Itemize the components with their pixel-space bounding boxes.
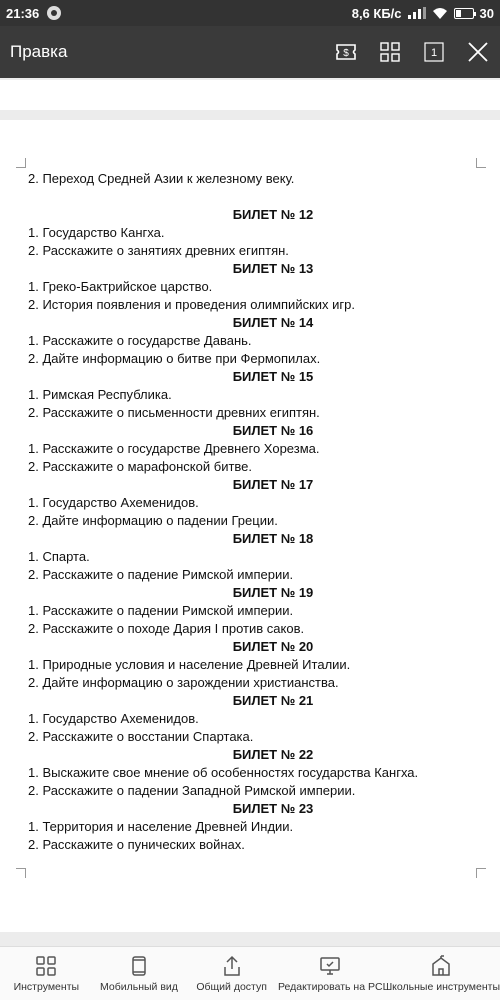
document-text [28,170,478,854]
question-line: 1. Государство Ахеменидов. [28,711,199,726]
document-page[interactable] [0,120,500,932]
question-line: 2. Расскажите о письменности древних египтян. [28,405,320,420]
ticket-heading: БИЛЕТ № 19 [232,585,314,600]
price-tag-icon [335,43,357,61]
ticket-price-button[interactable] [324,26,368,78]
status-bar [0,0,500,26]
previous-page [0,80,500,110]
tools-label: Инструменты [13,980,80,993]
question-line: 1. Расскажите о падении Римской империи. [28,603,294,618]
question-line: 2. Расскажите о марафонской битве. [28,459,253,474]
ticket-heading: БИЛЕТ № 18 [232,531,314,546]
question-line: 1. Греко-Бактрийское царство. [28,279,213,294]
network-speed: 8,6 КБ/с [351,5,402,21]
page-count-icon [424,42,444,62]
question-line: 1. Территория и население Древней Индии. [28,819,294,834]
page-count-button[interactable] [412,26,456,78]
monitor-icon [319,955,341,977]
grid-view-button[interactable] [368,26,412,78]
app-header [0,26,500,78]
question-line: 1. Римская Республика. [28,387,172,402]
question-line: 2. Расскажите о восстании Спартака. [28,729,254,744]
ticket-heading: БИЛЕТ № 22 [232,747,314,762]
question-line: 1. Спарта. [28,549,90,564]
question-line: 1. Расскажите о государстве Древнего Хорезма. [28,441,320,456]
school-tools-button[interactable] [383,947,500,1000]
edit-on-pc-button[interactable] [278,947,383,1000]
ticket-heading: БИЛЕТ № 12 [232,207,314,222]
page-corner-mark [476,868,486,878]
share-button[interactable] [185,947,278,1000]
status-time: 21:36 [6,5,40,21]
question-line: 2. История появления и проведения олимпийских игр. [28,297,355,312]
battery-level: 30 [479,5,494,21]
question-line: 1. Расскажите о государстве Давань. [28,333,252,348]
header-title: Правка [10,42,68,61]
share-label: Общий доступ [196,980,267,993]
question-line: 1. Выскажите свое мнение об особенностях государства Кангха. [28,765,419,780]
ticket-heading: БИЛЕТ № 13 [232,261,314,276]
question-line: 2. Дайте информацию о битве при Фермопилах. [28,351,321,366]
mobile-view-label: Мобильный вид [100,980,178,993]
ticket-heading: БИЛЕТ № 17 [232,477,314,492]
question-line: 2. Расскажите о пунических войнах. [28,837,245,852]
ticket-heading: БИЛЕТ № 14 [232,315,314,330]
grid-icon [380,42,400,62]
school-tools-label: Школьные инструменты [382,980,500,993]
question-line: 1. Природные условия и население Древней Италии. [28,657,351,672]
ticket-heading: БИЛЕТ № 16 [232,423,314,438]
notification-bubble-icon [47,6,61,20]
question-line: 1. Государство Кангха. [28,225,165,240]
question-line: 2. Переход Средней Азии к железному веку. [28,171,295,186]
signal-icon [408,7,426,19]
close-icon [467,41,489,63]
share-icon [221,955,243,977]
wifi-icon [432,7,448,20]
question-line: 2. Расскажите о походе Дария I против саков. [28,621,305,636]
question-line: 2. Расскажите о падение Римской империи. [28,567,294,582]
bottom-toolbar [0,946,500,1000]
ticket-heading: БИЛЕТ № 21 [232,693,314,708]
ticket-heading: БИЛЕТ № 15 [232,369,314,384]
ticket-heading: БИЛЕТ № 23 [232,801,314,816]
page-corner-mark [16,868,26,878]
page-corner-mark [476,158,486,168]
question-line: 1. Государство Ахеменидов. [28,495,199,510]
question-line: 2. Расскажите о падении Западной Римской империи. [28,783,356,798]
battery-icon [454,8,474,19]
mobile-view-button[interactable] [93,947,186,1000]
grid-icon [35,955,57,977]
question-line: 2. Дайте информацию о падении Греции. [28,513,278,528]
tools-button[interactable] [0,947,93,1000]
close-button[interactable] [456,26,500,78]
phone-icon [128,955,150,977]
page-count: 1 [430,47,438,59]
school-icon [430,955,452,977]
edit-on-pc-label: Редактировать на PC [277,980,383,993]
svg-text:$: $ [343,48,349,59]
question-line: 2. Расскажите о занятиях древних египтян. [28,243,289,258]
blank-line [28,188,478,206]
question-line: 2. Дайте информацию о зарождении христианства. [28,675,339,690]
ticket-heading: БИЛЕТ № 20 [232,639,314,654]
page-corner-mark [16,158,26,168]
